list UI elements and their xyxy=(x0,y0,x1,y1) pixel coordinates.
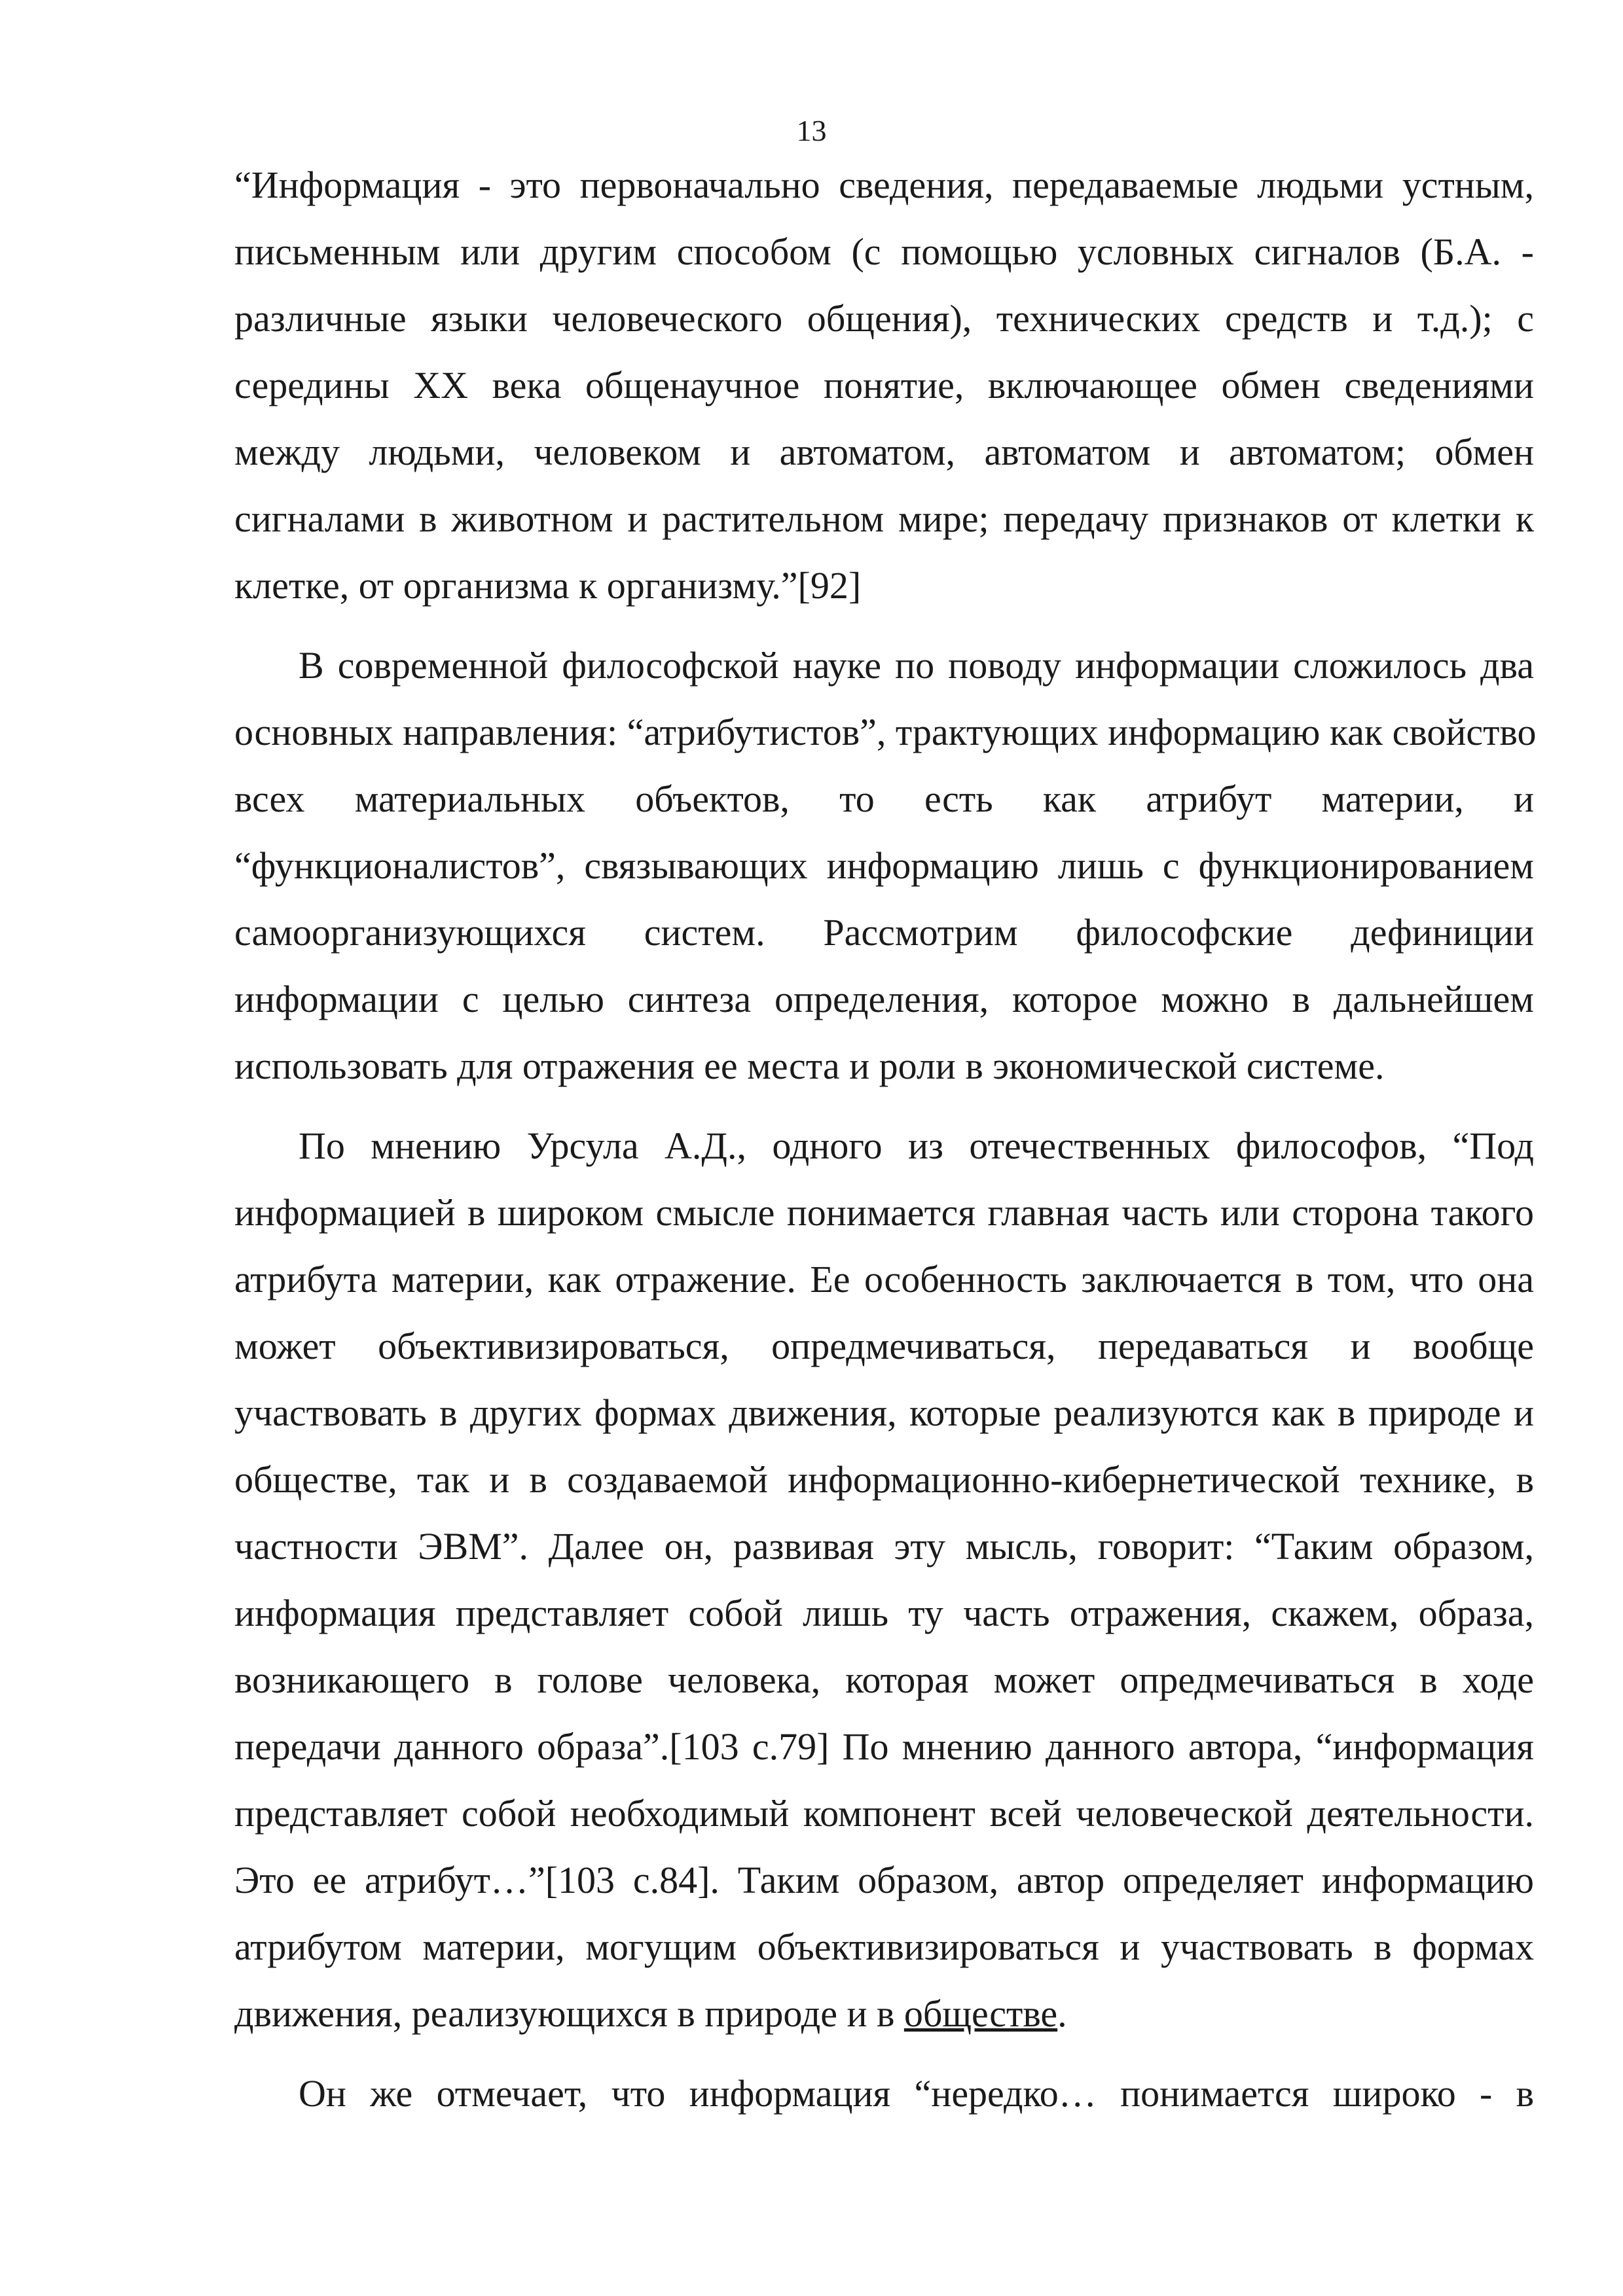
text-line-prefix: движения, реализующихся в природе и в xyxy=(234,1992,904,2035)
text-line: передачи данного образа”.[103 с.79] По мнению данного автора, “информация xyxy=(234,1725,1534,1768)
text-line-suffix: . xyxy=(1057,1992,1067,2035)
text-line: информация представляет собой лишь ту часть отражения, скажем, образа, xyxy=(234,1592,1534,1634)
text-line: обществе, так и в создаваемой информационно-кибернетической технике, в xyxy=(234,1458,1534,1501)
text-line: использовать для отражения ее места и роли в экономической системе. xyxy=(234,1045,1385,1087)
text-line: Это ее атрибут…”[103 с.84]. Таким образом, автор определяет информацию xyxy=(234,1859,1534,1901)
paragraph-ursul-opinion xyxy=(234,1113,1534,2047)
paragraph-information-broad xyxy=(234,2060,1534,2127)
paragraph-quote-definition xyxy=(234,152,1534,619)
text-line: возникающего в голове человека, которая может опредмечиваться в ходе xyxy=(234,1659,1534,1701)
text-line: “Информация - это первоначально сведения, передаваемые людьми устным, xyxy=(234,164,1534,206)
text-line: Он же отмечает, что информация “нередко… понимается широко - в xyxy=(299,2072,1534,2115)
text-line: всех материальных объектов, то есть как атрибут материи, и xyxy=(234,778,1534,820)
text-line: может объективизироваться, опредмечиваться, передаваться и вообще xyxy=(234,1325,1534,1367)
text-line xyxy=(234,1981,1534,2047)
text-line: атрибутом материи, могущим объективизироваться и участвовать в формах xyxy=(234,1926,1534,1968)
text-line: самоорганизующихся систем. Рассмотрим философские дефиниции xyxy=(234,911,1534,954)
body-text xyxy=(234,152,1537,2127)
text-line: участвовать в других формах движения, которые реализуются как в природе и xyxy=(234,1391,1534,1434)
text-line: “функционалистов”, связывающих информацию лишь с функционированием xyxy=(234,844,1534,887)
underlined-word: обществе xyxy=(903,1992,1058,2035)
text-line: представляет собой необходимый компонент всей человеческой деятельности. xyxy=(234,1792,1534,1835)
text-line: середины XX века общенаучное понятие, включающее обмен сведениями xyxy=(234,364,1534,406)
paragraph-philosophy-directions xyxy=(234,632,1537,1100)
text-line: информации с целью синтеза определения, которое можно в дальнейшем xyxy=(234,978,1534,1020)
text-line: письменным или другим способом (с помощью условных сигналов (Б.А. - xyxy=(234,230,1534,273)
page-number: 13 xyxy=(796,114,827,147)
text-line: По мнению Урсула А.Д., одного из отечественных философов, “Под xyxy=(299,1124,1534,1167)
text-line: основных направления: “атрибутистов”, трактующих информацию как свойство xyxy=(234,711,1537,753)
text-line: информацией в широком смысле понимается главная часть или сторона такого xyxy=(234,1191,1534,1234)
text-line: различные языки человеческого общения), технических средств и т.д.); с xyxy=(234,297,1534,340)
text-line: клетке, от организма к организму.”[92] xyxy=(234,564,862,607)
text-line: сигналами в животном и растительном мире; передачу признаков от клетки к xyxy=(234,497,1534,540)
text-line: атрибута материи, как отражение. Ее особенность заключается в том, что она xyxy=(234,1258,1534,1300)
text-line: В современной философской науке по поводу информации сложилось два xyxy=(299,644,1534,687)
text-line: частности ЭВМ”. Далее он, развивая эту мысль, говорит: “Таким образом, xyxy=(234,1525,1534,1568)
text-line: между людьми, человеком и автоматом, автоматом и автоматом; обмен xyxy=(234,431,1534,473)
